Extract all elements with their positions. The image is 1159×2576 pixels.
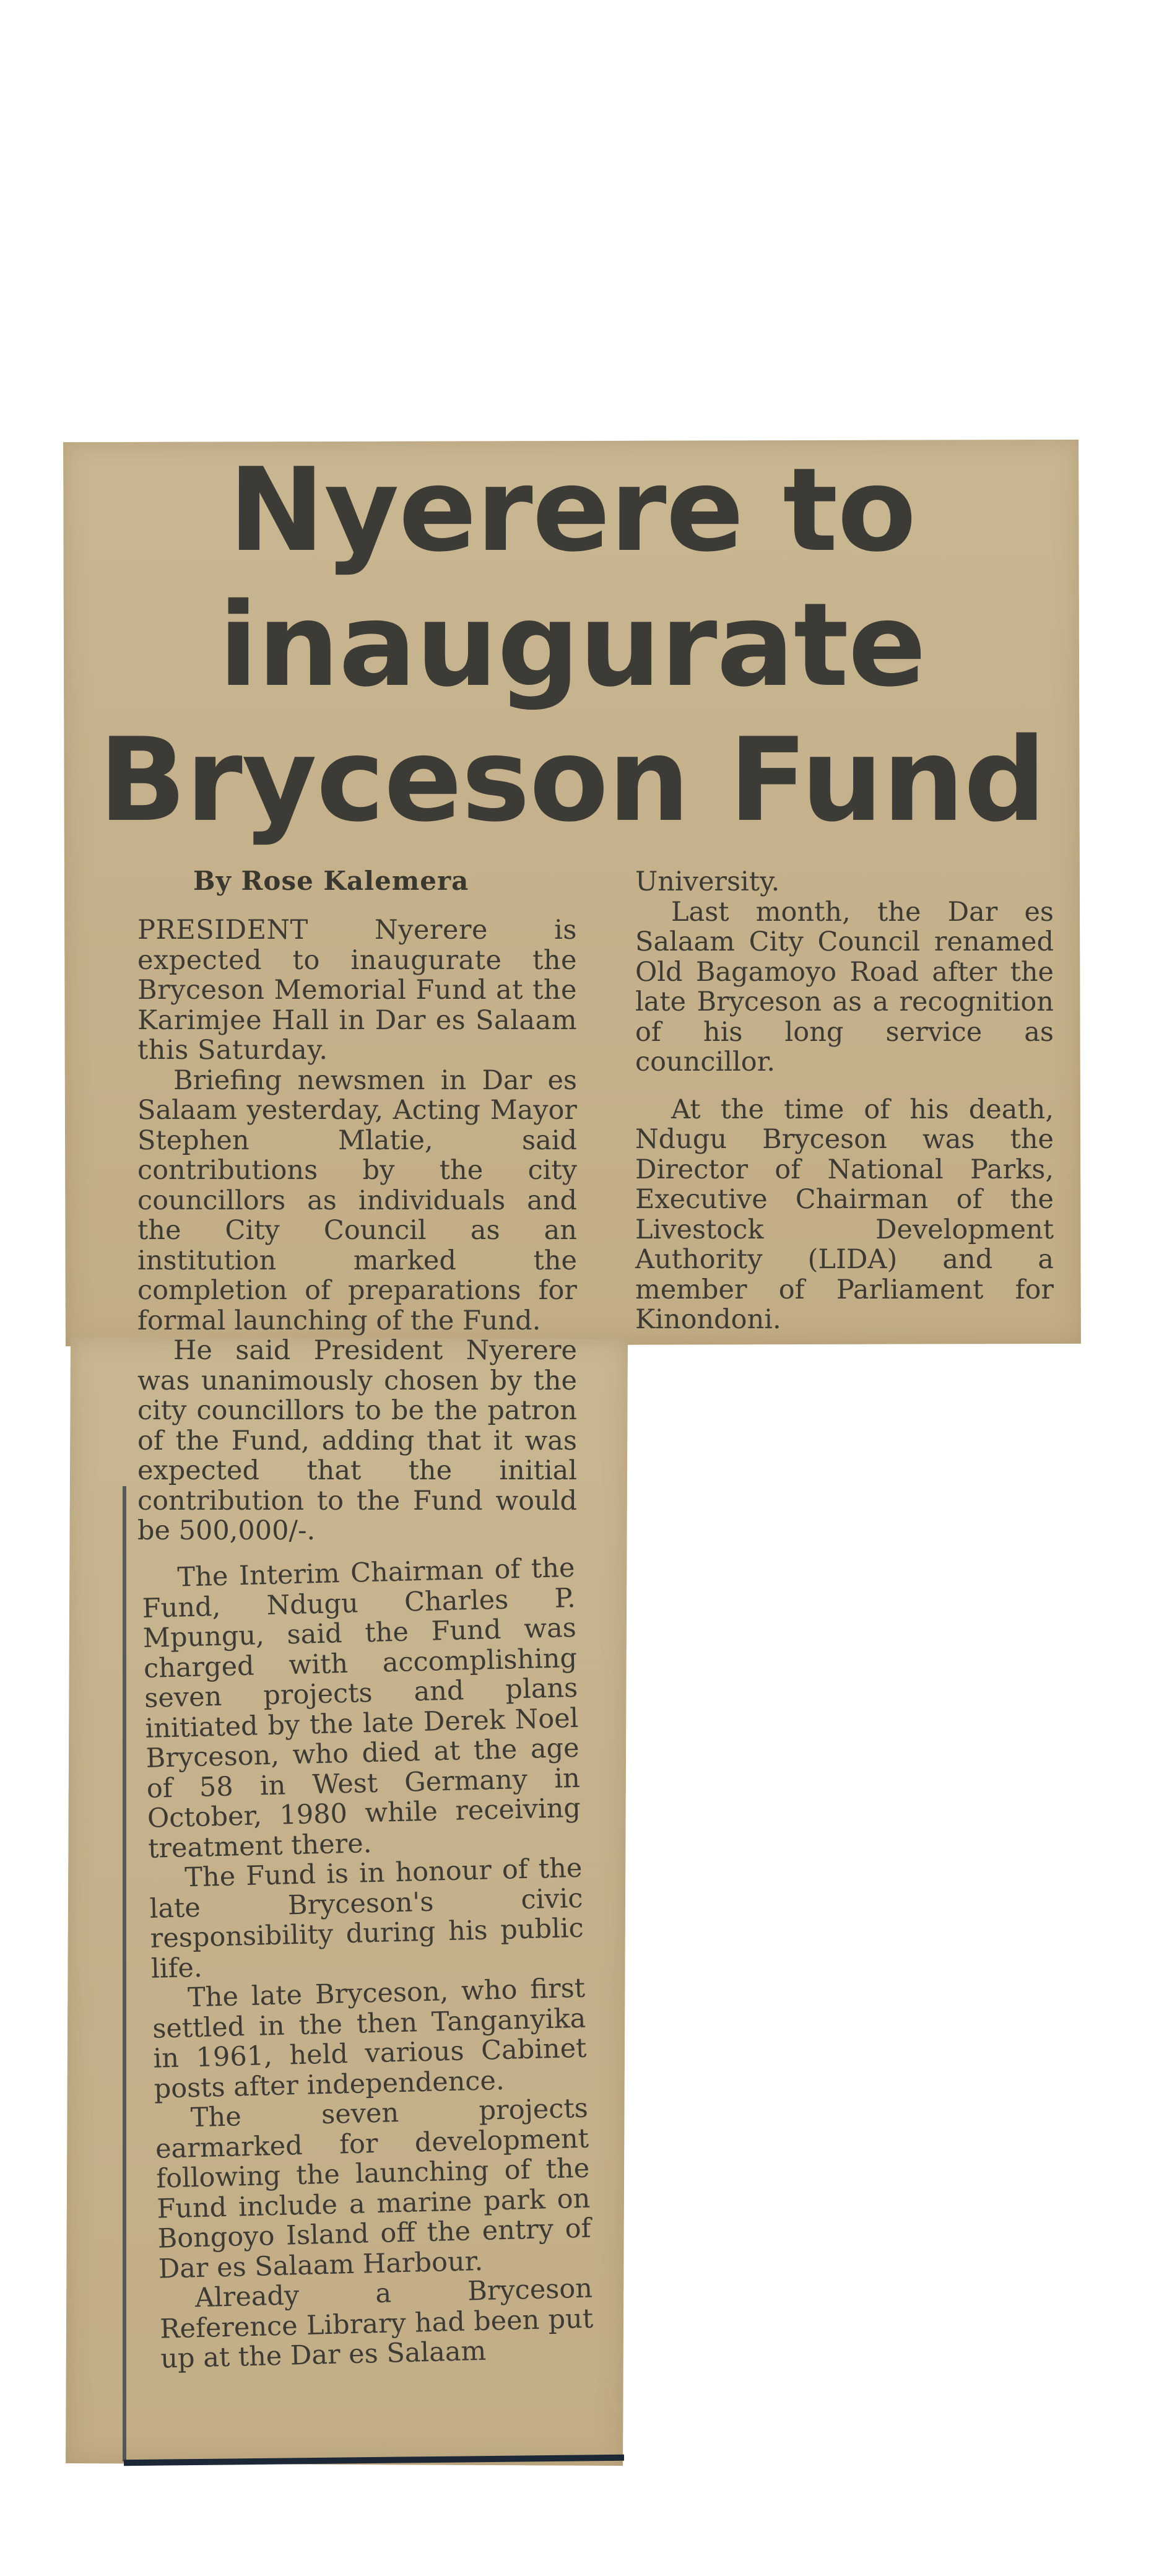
paragraph: The late Bryceson, who first settled in the then Tanganyika in 1961, held various Cabinet posts after independence. — [152, 1972, 587, 2105]
paragraph: Already a Bryceson Reference Library had been put up at the Dar es Salaam — [159, 2273, 594, 2375]
paragraph: At the time of his death, Ndugu Bryceson was the Director of National Parks, Executive Chairman of the Livestock Development Authority (LIDA) and a member of Parliament for Kinondoni. — [635, 1094, 1054, 1335]
headline — [64, 443, 1080, 848]
headline-line-2: inaugurate — [219, 578, 926, 712]
byline: By Rose Kalemera — [193, 866, 469, 896]
paragraph: PRESIDENT Nyerere is expected to inaugurate the Bryceson Memorial Fund at the Karimjee Hall in Dar es Salaam this Saturday. — [137, 915, 577, 1066]
paragraph: Last month, the Dar es Salaam City Council renamed Old Bagamoyo Road after the late Bryceson as a recognition of his long service as councillor. — [635, 896, 1054, 1077]
clipping-shadow-edge — [123, 1486, 126, 2461]
paragraph: The Fund is in honour of the late Bryceson's civic responsibility during his public life. — [149, 1852, 584, 1985]
paragraph: University. — [635, 866, 780, 897]
headline-line-3: Bryceson Fund — [98, 713, 1046, 847]
paragraph: The Interim Chairman of the Fund, Ndugu Charles P. Mpungu, said the Fund was charged with accomplishing seven projects and plans initiated by the late Derek Noel Bryceson, who died at the age of 58 in West Germany in October, 1980 while receiving treatment there. — [142, 1552, 581, 1865]
right-column — [635, 867, 1054, 1335]
left-column-lower — [141, 1553, 594, 2374]
headline-line-1: Nyerere to — [228, 443, 916, 577]
paragraph: The seven projects earmarked for development following the launching of the Fund include a marine park on Bongoyo Island off the entry of Dar es Salaam Harbour. — [155, 2092, 592, 2285]
left-column-upper — [137, 915, 577, 1546]
paragraph: He said President Nyerere was unanimously chosen by the city councillors to be the patron of the Fund, adding that it was expected that the initial contribution to the Fund would be 500,000/-. — [137, 1335, 577, 1546]
paragraph: Briefing newsmen in Dar es Salaam yesterday, Acting Mayor Stephen Mlatie, said contributions by the city councillors as individuals and the City Council as an institution marked the completion of preparations for formal launching of the Fund. — [137, 1064, 577, 1336]
